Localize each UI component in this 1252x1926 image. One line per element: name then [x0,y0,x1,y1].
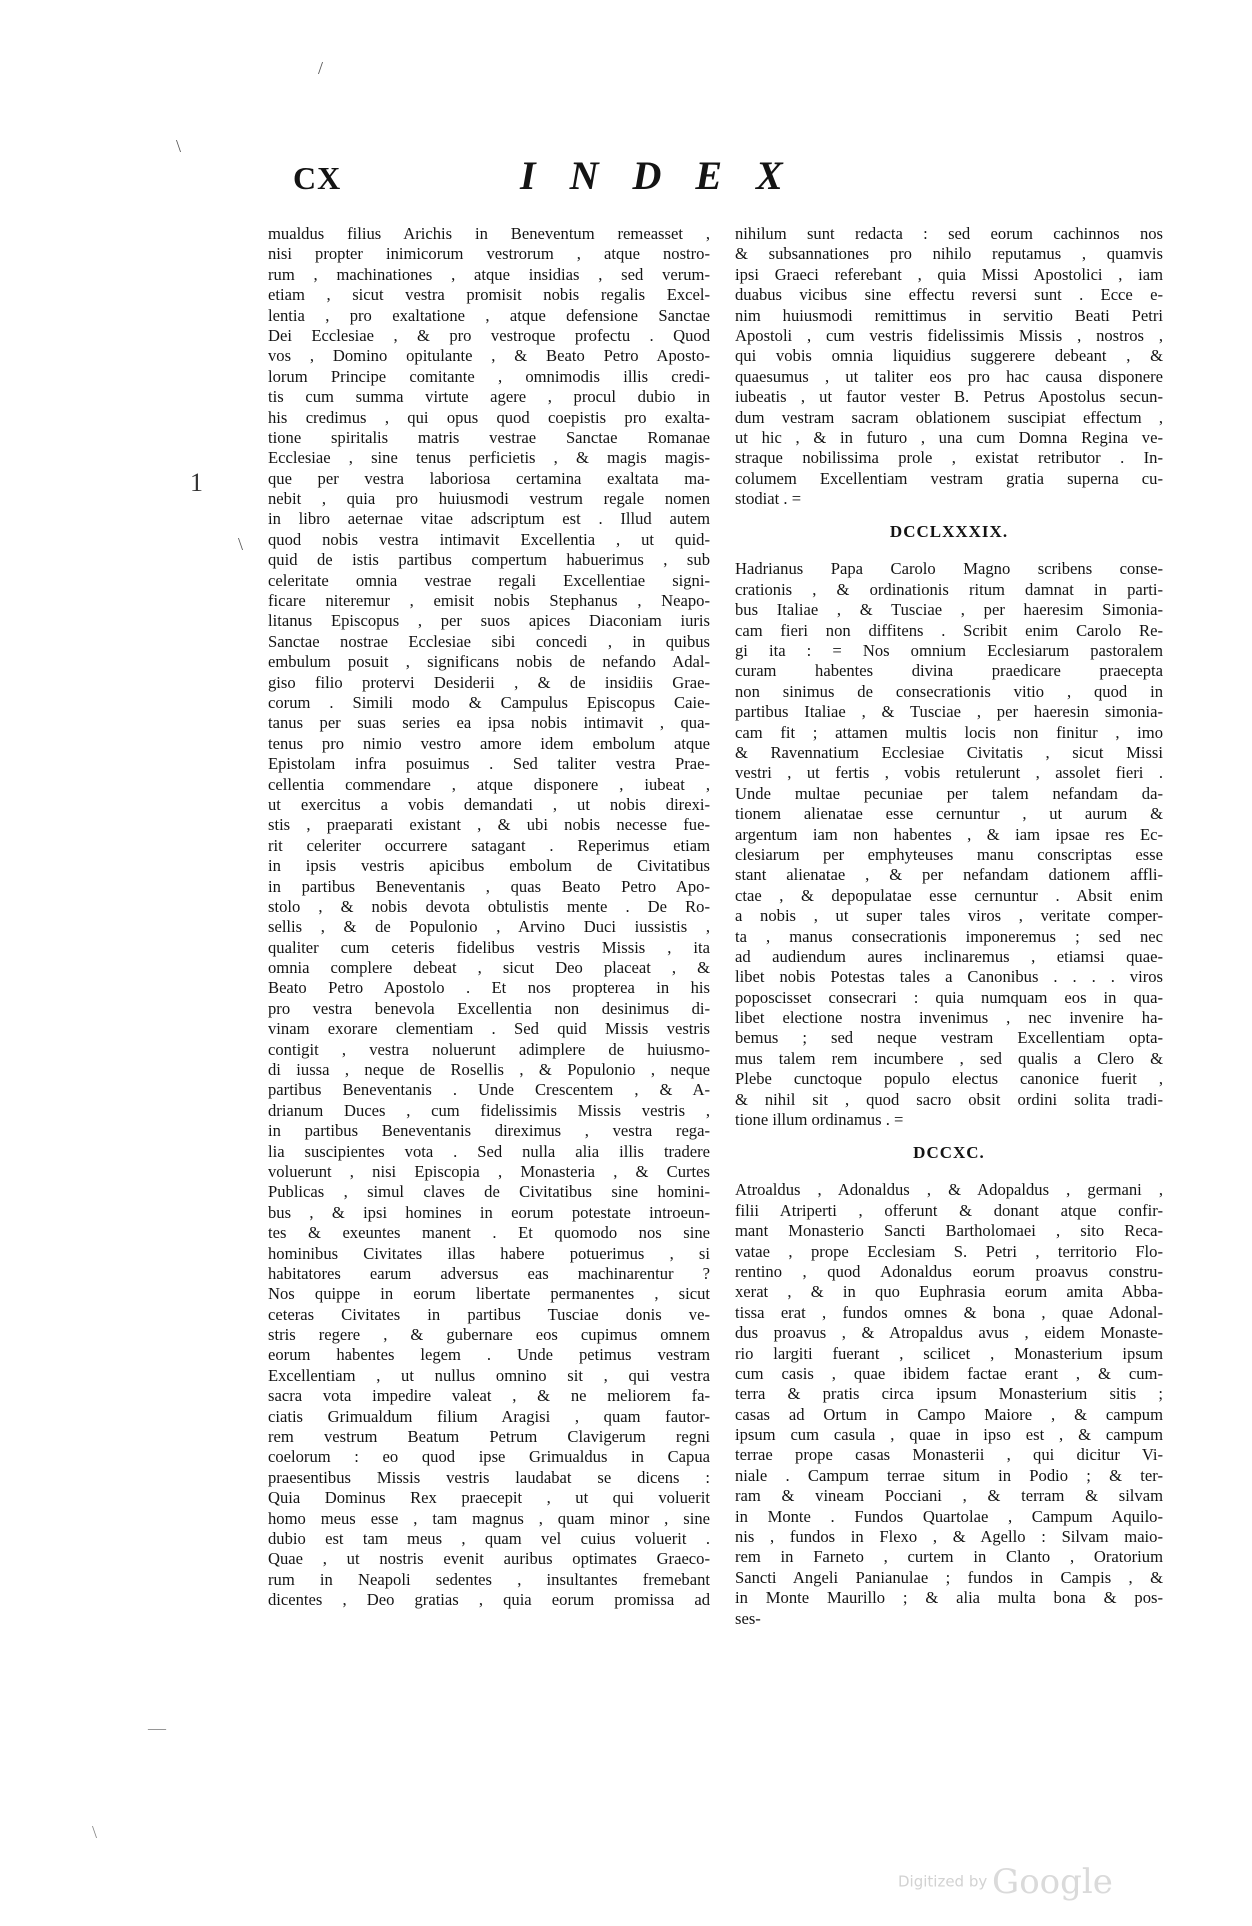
text-line: Beato Petro Apostolo . Et nos propterea in his [268,978,710,998]
text-line: bemus ; sed neque vestram Excellentiam opta- [735,1028,1163,1048]
text-line: celeritate omnia vestrae regali Excellentiae signi- [268,570,710,590]
text-line: rem in Farneto , curtem in Clanto , Oratorium [735,1547,1163,1567]
text-line: tes & exeuntes manent . Et quomodo nos sine [268,1223,710,1243]
text-line: qui vobis omnia liquidius suggerere debeant , & [735,346,1163,366]
text-line: in partibus Beneventanis direximus , vestra rega- [268,1121,710,1141]
text-line: & nihil sit , quod sacro obsit ordini solita tradi- [735,1089,1163,1109]
right-column [735,224,1163,1629]
text-line: quid de istis partibus compertum habuerimus , sub [268,550,710,570]
text-line: ceteras Civitates in partibus Tusciae donis ve- [268,1304,710,1324]
text-line: rum in Neapoli sedentes , insultantes fremebant [268,1569,710,1589]
margin-mark-left-small: \ [238,534,244,554]
right-intro-block [735,224,1163,509]
text-line: gi ita : = Nos omnium Ecclesiarum pastoralem [735,641,1163,661]
heading-dcclxxxix: DCCLXXXIX. [889,522,1009,542]
text-line: ctae , & depopulatae esse cernuntur . Absit enim [735,885,1163,905]
text-line: coelorum : eo quod ipse Grimualdus in Capua [268,1447,710,1467]
text-line: in Monte Maurillo ; & alia multa bona & pos- [735,1588,1163,1608]
text-line: filii Atriperti , offerunt & donant atque confir- [735,1200,1163,1220]
left-column [268,224,710,1611]
text-line: rem vestrum Beatum Petrum Clavigerum regni [268,1427,710,1447]
text-line: libet nobis Potestas tales a Canonibus . . . . viros [735,967,1163,987]
text-line: stodiat . = [735,489,802,509]
text-line: Apostoli , cum vestris fidelissimis Missis , nostros , [735,325,1163,345]
text-line: corum . Simili modo & Campulus Episcopus Caie- [268,692,710,712]
text-line: Excellentiam , ut nullus omnino sit , qui vestra [268,1365,710,1385]
text-line: di iussa , neque de Rosellis , & Populonio , neque [268,1060,710,1080]
text-line: quod nobis vestra intimavit Excellentia , ut quid- [268,529,710,549]
text-line: tione illum ordinamus . = [735,1110,904,1130]
text-line: in ipsis vestris apicibus embolum de Civitatibus [268,856,710,876]
heading-dccxc: DCCXC. [913,1143,985,1163]
text-line: omnia complere debeat , sicut Deo placeat , & [268,958,710,978]
watermark [898,1862,1113,1902]
text-line: duabus vicibus sine effectu reversi sunt . Ecce e- [735,285,1163,305]
text-line: mualdus filius Arichis in Beneventum remeasset , [268,224,710,243]
text-line: Sancti Angeli Panianulae ; fundos in Campis , & [735,1567,1163,1587]
text-line: clesiarum per emphyteuses manu conscriptas esse [735,844,1163,864]
text-line: xerat , & in quo Euphrasia eorum amita Abba- [735,1282,1163,1302]
text-line: ipsum cum casula , quae in ipso est , & campum [735,1425,1163,1445]
text-line: drianum Duces , cum fidelissimis Missis vestris , [268,1100,710,1120]
text-line: Quae , ut nostris evenit auribus optimates Graeco- [268,1549,710,1569]
text-line: dubio est tam meus , quam vel cuius voluerit . [268,1529,710,1548]
text-line: hominibus Civitates illas habere potuerimus , si [268,1243,710,1263]
text-line: Plebe cunctoque populo electus canonice fuerit , [735,1069,1163,1089]
text-line: straque nobilissima prole , existat retributor . In- [735,448,1163,468]
text-line: litanus Episcopus , per suos apices Diaconiam iuris [268,611,710,631]
text-line: rum , machinationes , atque insidias , sed verum- [268,264,710,284]
margin-mark-top: / [318,58,324,78]
text-line: lorum Principe comitante , omnimodis illis credi- [268,366,710,386]
text-line: stant alienatae , & per nefandam dationem affli- [735,865,1163,885]
text-line: argentum iam non habentes , & iam ipsae res Ec- [735,824,1163,844]
text-line: cam fit ; attamen multis locis non finitur , imo [735,722,1163,742]
text-line: nihilum sunt redacta : sed eorum cachinnos nos [735,224,1163,243]
text-line: praesentibus Missis vestris laudabat se dicens : [268,1467,710,1487]
text-line: non sinimus de consecrationis vitio , quod in [735,681,1163,701]
text-line: lentia , pro exaltatione , atque defensione Sanctae [268,305,710,325]
text-line: dus proavus , & Atropaldus avus , eidem Monaste- [735,1323,1163,1343]
margin-mark-bottom-left: — [148,1718,166,1738]
text-line: tanus per suas series ea ipsa nobis intimavit , qua- [268,713,710,733]
text-line: que per vestra laboriosa certamina exaltata ma- [268,468,710,488]
text-line: & subsannationes pro nihilo reputamus , quamvis [735,244,1163,264]
text-line: Hadrianus Papa Carolo Magno scribens conse- [735,559,1163,579]
text-line: cam fieri non diffitens . Scribit enim Carolo Re- [735,620,1163,640]
text-line: stis , praeparati existant , & ubi nobis necesse fue- [268,815,710,835]
text-line: mus talem rem incumbere , sed qualis a Clero & [735,1048,1163,1068]
text-line: eorum habentes legem . Unde petimus vestram [268,1345,710,1365]
text-line: cum casis , quae ibidem factae erant , & cum- [735,1363,1163,1383]
text-line: etiam , sicut vestra promisit nobis regalis Excel- [268,285,710,305]
text-line: vatae , prope Ecclesiam S. Petri , territorio Flo- [735,1241,1163,1261]
text-line: mant Monasterio Sancti Bartholomaei , sito Reca- [735,1221,1163,1241]
text-line: vestri , ut fertis , vobis retulerunt , assolet fieri . [735,763,1163,783]
text-line: bus , & ipsi homines in eorum potestate introeun- [268,1202,710,1222]
text-line: dum vestram sacram oblationem suscipiat effectum , [735,407,1163,427]
text-line: nim huiusmodi remittimus in servitio Beati Petri [735,305,1163,325]
text-line: ut exercitus a vobis demandati , ut nobis direxi- [268,794,710,814]
text-line: homo meus esse , tam magnus , quam minor , sine [268,1508,710,1528]
text-line: nebit , quia pro huiusmodi vestrum regale nomen [268,489,710,509]
text-line: voluerunt , nisi Episcopia , Monasteria , & Curtes [268,1161,710,1181]
text-line: tis cum summa virtute agere , procul dubio in [268,387,710,407]
text-line: vos , Domino opitulante , & Beato Petro Aposto- [268,346,710,366]
text-line: nis , fundos in Flexo , & Agello : Silvam maio- [735,1527,1163,1547]
text-line: his credimus , qui opus quod coepistis pro exalta- [268,407,710,427]
text-line: ficare niteremur , emisit nobis Stephanus , Neapo- [268,591,710,611]
text-line: cellentia commendare , atque disponere , iubeat , [268,774,710,794]
text-line: sacra vota impedire valeat , & ne meliorem fa- [268,1386,710,1406]
text-line: in partibus Beneventanis , quas Beato Petro Apo- [268,876,710,896]
text-line: tissa erat , fundos omnes & bona , quae Adonal- [735,1302,1163,1322]
text-line: poposcisset consecrari : quia numquam eos in qua- [735,987,1163,1007]
text-line: libet electione nostra invenimus , nec invenire ha- [735,1008,1163,1028]
text-line: embulum posuit , significans nobis de nefando Adal- [268,652,710,672]
text-line: qualiter cum ceteris fidelibus vestris Missis , ita [268,937,710,957]
text-line: rentino , quod Adonaldus eorum proavus constru- [735,1261,1163,1281]
text-line: stolo , & nobis devota obtulistis mente . De Ro- [268,896,710,916]
text-line: rio largiti fuerant , scilicet , Monasterium ipsum [735,1343,1163,1363]
text-line: Unde multae pecuniae per talem nefandam da- [735,783,1163,803]
section-dcclxxxix [735,559,1163,1130]
text-line: bus Italiae , & Tusciae , per haeresim Simonia- [735,600,1163,620]
text-line: in Monte . Fundos Quartolae , Campum Aquilo- [735,1506,1163,1526]
watermark-prefix: Digitized by [898,1872,988,1891]
text-line: dicentes , Deo gratias , quia eorum promissa ad [268,1590,710,1610]
text-line: tione spiritalis matris vestrae Sanctae Romanae [268,427,710,447]
text-line: columem Excellentiam vestram gratia superna cu- [735,468,1163,488]
text-line: casas ad Ortum in Campo Maiore , & campum [735,1404,1163,1424]
text-line: giso filio protervi Desiderii , & de insidiis Grae- [268,672,710,692]
text-line: stris regere , & gubernare eos cupimus omnem [268,1325,710,1345]
text-line: tenus pro nimio vestro amore idem embolum atque [268,733,710,753]
text-line: Nos quippe in eorum libertate permanentes , sicut [268,1284,710,1304]
text-line: crationis , & ordinationis ritum damnat in parti- [735,579,1163,599]
watermark-brand: Google [992,1862,1113,1902]
text-line: nisi propter inimicorum vestrorum , atque nostro- [268,244,710,264]
text-line: ciatis Grimualdum filium Aragisi , quam fautor- [268,1406,710,1426]
text-line: vinam exorare clementiam . Sed quid Missis vestris [268,1019,710,1039]
text-line: iubeatis , ut fautor vester B. Petrus Apostolus secun- [735,387,1163,407]
text-line: Epistolam infra posuimus . Sed taliter vestra Prae- [268,754,710,774]
page-title: INDEX [520,153,817,198]
text-line: ipsi Graeci referebant , quia Missi Apostolici , iam [735,264,1163,284]
text-line: Quia Dominus Rex praecepit , ut qui voluerit [268,1488,710,1508]
text-line: ta , manus consecrationis imponeremus ; sed nec [735,926,1163,946]
text-line: Sanctae nostrae Ecclesiae sibi concedi , in quibus [268,631,710,651]
text-line: lia suscipientes vota . Sed nulla alia illis tradere [268,1141,710,1161]
text-line: terra & pratis circa ipsum Monasterium sitis ; [735,1384,1163,1404]
text-line: sellis , & de Populonio , Arvino Duci iussistis , [268,917,710,937]
margin-mark-bottom-left-2: \ [92,1822,98,1842]
text-line: Atroaldus , Adonaldus , & Adopaldus , germani , [735,1180,1163,1200]
catchword: ses- [735,1608,761,1628]
text-line: curam habentes divina praedicare praecepta [735,661,1163,681]
margin-mark-topleft: \ [176,136,182,156]
text-line: tionem alienatae esse cernuntur , ut aurum & [735,804,1163,824]
text-line: ad audiendum aures inclinaremus , etiamsi quae- [735,946,1163,966]
text-line: Publicas , simul claves de Civitatibus sine homini- [268,1182,710,1202]
text-line: ut hic , & in futuro , una cum Domna Regina ve- [735,427,1163,447]
text-line: niale . Campum terrae situm in Podio ; & ter- [735,1465,1163,1485]
text-line: Ecclesiae , sine tenus perficietis , & magis magis- [268,448,710,468]
text-line: quaesumus , ut taliter eos pro hac causa disponere [735,366,1163,386]
text-line: pro vestra benevola Excellentia non desinimus di- [268,998,710,1018]
text-line: Dei Ecclesiae , & pro vestroque profectu . Quod [268,325,710,345]
text-line: partibus Beneventanis . Unde Crescentem , & A- [268,1080,710,1100]
text-line: contigit , vestra noluerunt adimplere de huiusmo- [268,1039,710,1059]
text-line: terrae prope casas Monasterii , qui dicitur Vi- [735,1445,1163,1465]
text-line: habitatores earum adversus eas machinarentur ? [268,1263,710,1283]
text-line: & Ravennatium Ecclesiae Civitatis , sicut Missi [735,742,1163,762]
text-line: rit celeriter occurrere satagant . Reperimus etiam [268,835,710,855]
text-line: in libro aeternae vitae adscriptum est . Illud autem [268,509,710,529]
text-line: a nobis , ut super tales viros , veritate comper- [735,906,1163,926]
section-dccxc [735,1180,1163,1608]
text-line: partibus Italiae , & Tusciae , per haeresin simonia- [735,702,1163,722]
text-line: ram & vineam Pocciani , & terram & silvam [735,1486,1163,1506]
page-number: CX [293,160,342,196]
margin-mark-left: 1 [190,468,203,497]
